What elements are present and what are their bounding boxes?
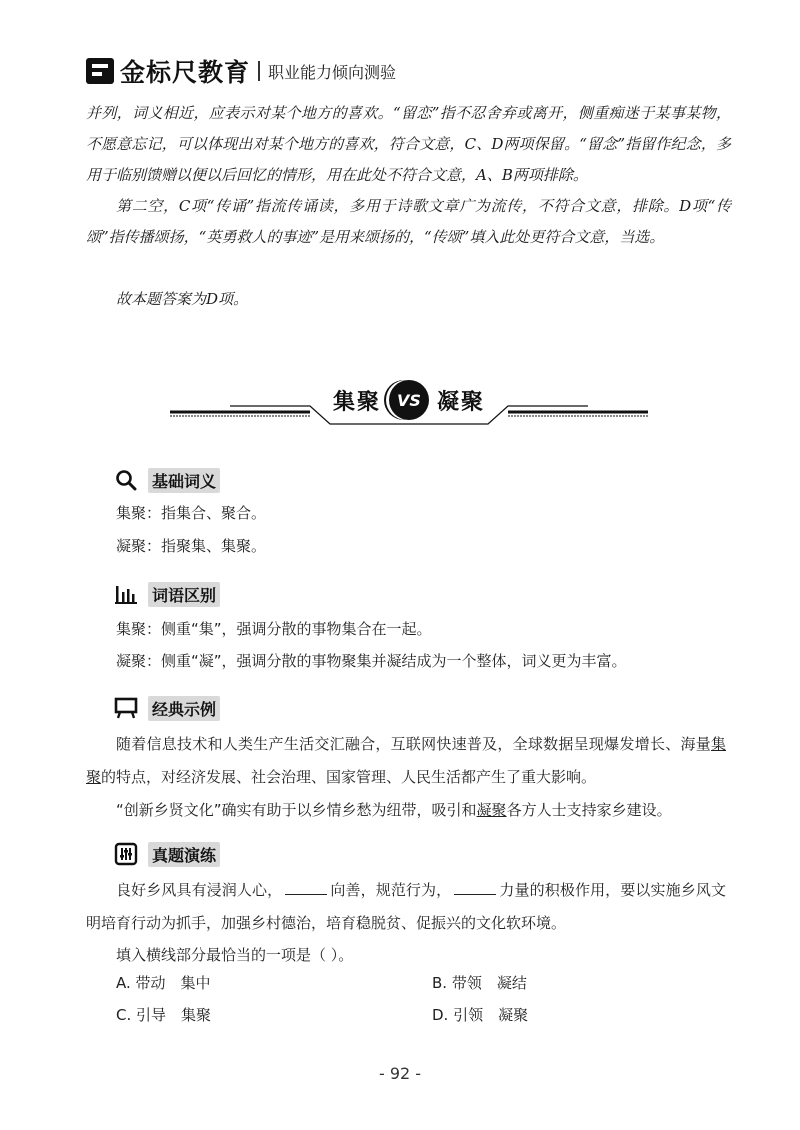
explanation-answer: 故本题答案为D项。 <box>116 290 249 308</box>
example-1-part-a: 随着信息技术和人类生产生活交汇融合，互联网快速普及，全球数据呈现爆发增长、海量 <box>116 735 711 753</box>
option-b[interactable]: B. 带领 凝结 <box>432 974 527 992</box>
section-practice-title: 真题演练 <box>148 842 220 867</box>
section-diff-heading <box>114 580 220 608</box>
basic-line-1: 集聚：指集合、聚合。 <box>116 504 267 522</box>
board-icon <box>114 696 138 720</box>
diff-line-2: 凝聚：侧重“凝”，强调分散的事物聚集并凝结成为一个整体，词义更为丰富。 <box>116 652 627 670</box>
practice-question <box>86 874 726 940</box>
page-header <box>86 54 396 88</box>
section-basic-heading <box>114 466 220 494</box>
example-1 <box>86 728 726 794</box>
option-c[interactable]: C. 引导 集聚 <box>116 1006 212 1024</box>
example-2-part-b: 各方人士支持家乡建设。 <box>506 801 672 819</box>
vs-badge: VS <box>389 380 429 420</box>
header-subtitle: 职业能力倾向测验 <box>268 62 397 82</box>
magnifier-icon <box>114 468 138 492</box>
brand-logo-icon <box>86 58 114 84</box>
question-part-b: 向善，规范行为， <box>330 881 452 899</box>
question-part-c: 力量的积极作用，要以实施乡风文明培育行动为抓手，加强乡村德治，培育稳脱贫、促振兴的文化软环境。 <box>86 881 726 932</box>
section-example-heading <box>114 694 220 722</box>
section-practice-heading <box>114 840 220 868</box>
brand-name: 金标尺教育 <box>120 58 251 87</box>
section-diff-title: 词语区别 <box>148 582 220 607</box>
blank-2 <box>454 880 496 895</box>
basic-line-2: 凝聚：指聚集、集聚。 <box>116 537 267 555</box>
word-comparison-banner <box>170 370 648 430</box>
section-example-title: 经典示例 <box>148 696 220 721</box>
blank-1 <box>285 880 327 895</box>
practice-prompt: 填入横线部分最恰当的一项是（ ）。 <box>116 946 354 964</box>
example-2-part-a: “创新乡贤文化”确实有助于以乡情乡愁为纽带，吸引和 <box>116 801 477 819</box>
option-a[interactable]: A. 带动 集中 <box>116 974 211 992</box>
explanation-paragraph-1: 并列，词义相近，应表示对某个地方的喜欢。“留恋”指不忍舍弃或离开，侧重痴迷于某事某物，不愿意忘记，可以体现出对某个地方的喜欢，符合文意，C、D两项保留。“留念”指留作纪念，多用于临别馈赠以便以后回忆的情形，用在此处不符合文意，A、B两项排除。 <box>86 104 731 184</box>
example-2-keyword: 凝聚 <box>476 801 507 819</box>
diff-line-1: 集聚：侧重“集”，强调分散的事物集合在一起。 <box>116 620 432 638</box>
banner-right-word: 凝聚 <box>437 389 486 415</box>
header-divider <box>258 61 260 81</box>
option-d[interactable]: D. 引领 凝聚 <box>432 1006 529 1024</box>
section-basic-title: 基础词义 <box>148 468 220 493</box>
example-2 <box>86 794 726 827</box>
example-1-part-b: 的特点，对经济发展、社会治理、国家管理、人民生活都产生了重大影响。 <box>101 768 597 786</box>
bar-chart-icon <box>114 582 138 606</box>
explanation-paragraph-2: 第二空，C项“传诵”指流传诵读，多用于诗歌文章广为流传，不符合文意，排除。D项“传颂”指传播颂扬，“英勇救人的事迹”是用来颂扬的，“传颂”填入此处更符合文意，当选。 <box>86 197 731 246</box>
example-1-keyword: 集聚 <box>86 735 726 786</box>
question-part-a: 良好乡风具有浸润人心， <box>116 881 283 899</box>
sliders-icon <box>114 842 138 866</box>
page-number: - 92 - <box>378 1064 422 1083</box>
banner-left-word: 集聚 <box>332 389 381 415</box>
